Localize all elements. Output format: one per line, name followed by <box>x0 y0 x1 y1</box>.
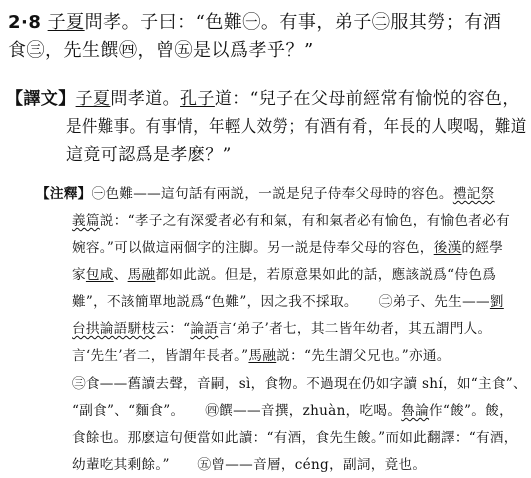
person-name-zixia: 子夏 <box>47 12 85 33</box>
notes-line-3: 婉容。”可以做這兩個字的注脚。另一説是侍奉父母的容色，後漢的經學 <box>72 240 504 256</box>
notes-line-7: 言‘先生’者二，皆謂年長者。”馬融説：“先生謂父兄也。”亦通。 <box>72 348 451 364</box>
book-title: 禮記祭 <box>452 186 495 202</box>
notes-line-10: 食餘也。那麽這句便當如此讀：“有酒，食先生餕。”而如此翻譯：“有酒， <box>72 430 518 446</box>
book-title: 台拱論語駢枝 <box>72 321 156 337</box>
notes-line-5: 難”，不該簡單地説爲“色難”，因之我不採取。 ㊁弟子、先生——劉 <box>72 294 504 310</box>
notes-line-11: 幼輩吃其剩餘。” ㊄曾——音層，céng，副詞，竟也。 <box>72 457 427 473</box>
notes-line-8: ㊂食——舊讀去聲，音嗣，sì，食物。不過現在仍如字讀 shí，如“主食”、 <box>72 376 527 392</box>
book-title: 魯論 <box>401 403 430 419</box>
book-title: 論語 <box>190 321 219 337</box>
passage-line-2: 食㊂，先生饌㊃，曾㊄是以爲孝乎？” <box>8 40 314 61</box>
person-name-baoxian: 包咸 <box>85 267 114 283</box>
translation-label: 【譯文】 <box>6 89 76 109</box>
book-title: 義篇 <box>72 213 100 229</box>
notes-label: 【注釋】 <box>36 186 92 202</box>
person-name-marong: 馬融 <box>248 348 277 364</box>
notes-line-6: 台拱論語駢枝云：“論語言‘弟子’者七，其二皆年幼者，其五謂門人。 <box>72 321 492 337</box>
dynasty-name: 後漢 <box>433 240 462 256</box>
passage-line-1: 2·8 子夏問孝。子曰：“色難㊀。有事，弟子㊁服其勞；有酒 <box>8 12 502 33</box>
person-name-marong: 馬融 <box>127 267 156 283</box>
person-name-liu: 劉 <box>489 294 504 310</box>
notes-line-9: “副食”、“麵食”。 ㊃饌——音撰，zhuàn，吃喝。魯論作“餕”。餕， <box>72 403 513 419</box>
passage-number: 2·8 <box>8 12 42 33</box>
notes-line-1: 【注釋】㊀色難——這句話有兩説，一説是兒子侍奉父母時的容色。禮記祭 <box>36 186 495 202</box>
person-name-kongzi: 孔子 <box>180 89 215 109</box>
person-name-zixia: 子夏 <box>75 89 111 109</box>
notes-line-4: 家包咸、馬融都如此説。但是，若原意果如此的話，應該説爲“侍色爲 <box>72 267 497 283</box>
translation-line-3: 這竟可認爲是孝麽？” <box>66 145 232 165</box>
notes-line-2: 義篇説：“孝子之有深愛者必有和氣，有和氣者必有愉色，有愉色者必有 <box>72 213 510 229</box>
translation-line-1: 【譯文】子夏問孝道。孔子道：“兒子在父母前經常有愉悦的容色， <box>6 89 520 109</box>
translation-line-2: 是件難事。有事情，年輕人效勞；有酒有肴，年長的人喫喝，難道 <box>66 117 527 137</box>
